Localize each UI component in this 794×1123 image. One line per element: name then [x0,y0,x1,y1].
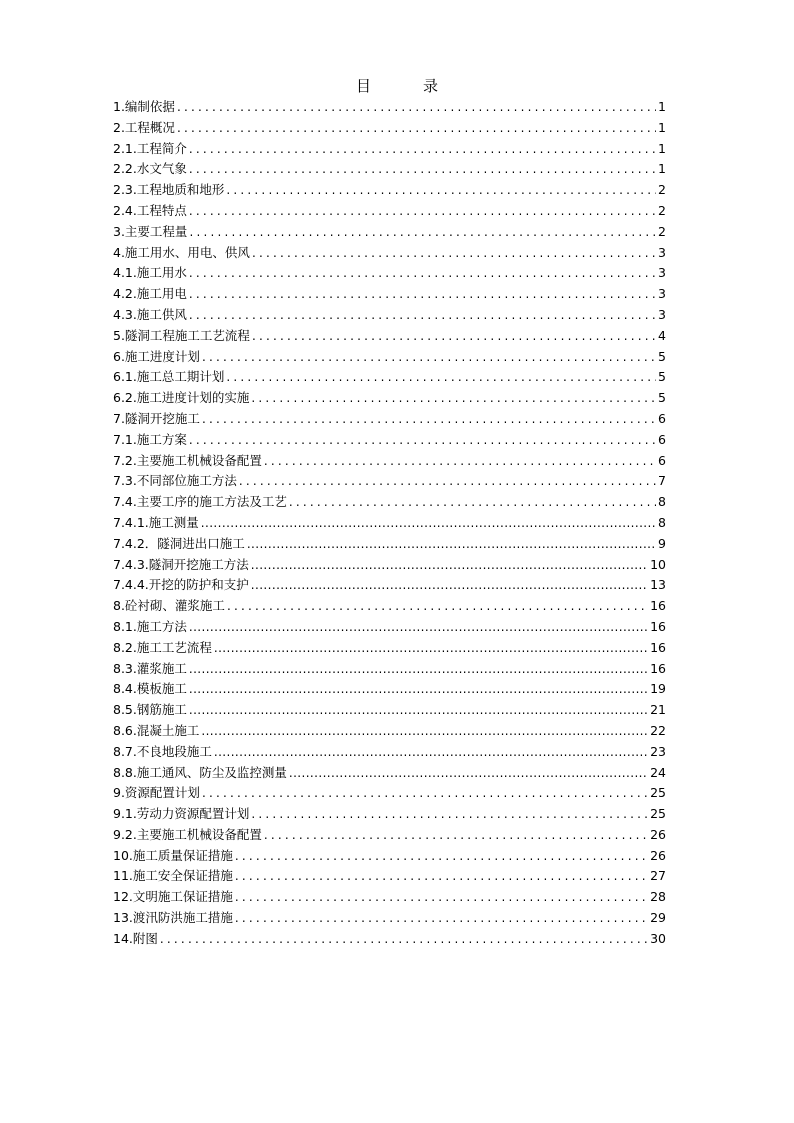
toc-entry-label: 8.2.施工工艺流程 [113,639,212,655]
toc-dot-leader [239,471,656,492]
toc-entry-label: 8.5.钢筋施工 [113,702,187,718]
toc-entry-label: 8.砼衬砌、灌浆施工 [113,598,225,614]
toc-entry-label: 7.3.不同部位施工方法 [113,473,237,489]
toc-dot-leader [235,887,648,908]
toc-entry-page-number: 26 [650,847,666,863]
toc-dot-leader [189,159,656,180]
toc-entry[interactable] [113,804,666,825]
toc-entry-label: 2.4.工程特点 [113,202,187,218]
toc-dot-leader [214,742,648,763]
toc-entry-page-number: 2 [658,182,666,198]
toc-entry-page-number: 24 [650,764,666,780]
toc-title-char-1: 目 [355,77,371,95]
toc-entry-label: 7.1.施工方案 [113,431,187,447]
toc-entry[interactable] [113,326,666,347]
toc-dot-leader [264,825,648,846]
toc-entry[interactable] [113,783,666,804]
toc-entry[interactable] [113,305,666,326]
toc-entry-page-number: 25 [650,806,666,822]
toc-entry-page-number: 3 [658,286,666,302]
toc-entry-label: 6.施工进度计划 [113,348,200,364]
toc-entry[interactable] [113,388,666,409]
toc-entry[interactable] [113,97,666,118]
toc-entry-page-number: 8 [658,494,666,510]
toc-entry-label: 4.施工用水、用电、供风 [113,244,250,260]
toc-entry-label: 6.1.施工总工期计划 [113,369,225,385]
toc-entry-page-number: 7 [658,473,666,489]
toc-entry-label: 8.7.不良地段施工 [113,743,212,759]
toc-entry[interactable] [113,471,666,492]
toc-entry-label: 8.8.施工通风、防尘及监控测量 [113,764,287,780]
toc-entry[interactable] [113,742,666,763]
toc-entry[interactable] [113,679,666,700]
toc-entry[interactable] [113,887,666,908]
toc-dot-leader [189,263,656,284]
toc-entry-page-number: 3 [658,306,666,322]
toc-entry-label: 8.6.混凝土施工 [113,722,200,738]
toc-entry[interactable] [113,555,666,576]
toc-entry-label: 4.3.施工供风 [113,306,187,322]
toc-entry-label: 6.2.施工进度计划的实施 [113,390,250,406]
toc-entry-label: 7.2.主要施工机械设备配置 [113,452,262,468]
toc-dot-leader [177,97,656,118]
toc-entry-label: 9.2.主要施工机械设备配置 [113,826,262,842]
toc-dot-leader [247,534,656,555]
toc-entry-page-number: 16 [650,639,666,655]
toc-entry-page-number: 29 [650,910,666,926]
toc-entry-label: 1.编制依据 [113,99,175,114]
toc-entry-label: 3.主要工程量 [113,223,188,239]
toc-entry-label: 2.2.水文气象 [113,161,187,177]
toc-entry[interactable] [113,908,666,929]
toc-entry-label: 13.渡汛防洪施工措施 [113,910,233,926]
toc-dot-leader [235,866,648,887]
toc-entry[interactable] [113,367,666,388]
toc-entry[interactable] [113,430,666,451]
toc-dot-leader [189,679,648,700]
toc-dot-leader [251,555,648,576]
toc-entry[interactable] [113,659,666,680]
toc-entry[interactable] [113,638,666,659]
toc-dot-leader [235,908,648,929]
toc-entry[interactable] [113,159,666,180]
toc-entry-label: 11.施工安全保证措施 [113,868,233,884]
toc-entry-label: 9.1.劳动力资源配置计划 [113,806,250,822]
toc-entry-page-number: 13 [650,577,666,593]
toc-entry-label: 7.4.主要工序的施工方法及工艺 [113,494,287,510]
toc-entry-label: 2.3.工程地质和地形 [113,182,225,198]
toc-dot-leader [252,326,656,347]
toc-entry-label: 7.4.3.隧洞开挖施工方法 [113,556,249,572]
toc-entry-page-number: 25 [650,785,666,801]
toc-dot-leader [189,222,656,243]
toc-entry-label: 12.文明施工保证措施 [113,889,233,905]
toc-entry[interactable] [113,222,666,243]
toc-dot-leader [189,305,656,326]
toc-entry-page-number: 3 [658,244,666,260]
toc-dot-leader [226,367,656,388]
toc-entry-page-number: 5 [658,348,666,364]
toc-entry-page-number: 23 [650,743,666,759]
toc-dot-leader [226,180,656,201]
toc-entry-label: 5.隧洞工程施工工艺流程 [113,327,250,343]
toc-dot-leader [235,846,648,867]
toc-dot-leader [201,513,656,534]
toc-dot-leader [251,388,656,409]
toc-entry-label: 7.4.4.开挖的防护和支护 [113,577,249,593]
toc-entry-label: 7.4.2．隧洞进出口施工 [113,535,245,551]
toc-entry[interactable] [113,118,666,139]
toc-dot-leader [189,659,648,680]
toc-entry-page-number: 6 [658,431,666,447]
toc-entry[interactable] [113,534,666,555]
toc-entry[interactable] [113,201,666,222]
toc-list [113,97,666,950]
toc-entry-label: 8.3.灌浆施工 [113,660,187,676]
toc-dot-leader [201,721,648,742]
toc-entry-page-number: 22 [650,722,666,738]
toc-entry[interactable] [113,492,666,513]
toc-entry-label: 4.1.施工用水 [113,265,187,281]
toc-entry-page-number: 1 [658,140,666,156]
toc-entry[interactable] [113,700,666,721]
toc-entry-label: 8.1.施工方法 [113,618,187,634]
toc-entry-page-number: 8 [658,514,666,530]
toc-dot-leader [251,804,648,825]
toc-dot-leader [189,139,656,160]
toc-dot-leader [189,430,656,451]
toc-entry-page-number: 2 [658,223,666,239]
toc-dot-leader [202,409,656,430]
toc-entry-page-number: 6 [658,452,666,468]
toc-entry-page-number: 19 [650,681,666,697]
toc-entry[interactable] [113,596,666,617]
toc-entry-page-number: 1 [658,99,666,114]
toc-entry-page-number: 5 [658,369,666,385]
toc-entry-label: 2.工程概况 [113,119,175,135]
toc-entry-label: 2.1.工程简介 [113,140,187,156]
toc-entry[interactable] [113,513,666,534]
toc-dot-leader [202,347,656,368]
toc-entry[interactable] [113,347,666,368]
toc-entry-page-number: 2 [658,202,666,218]
toc-entry[interactable] [113,409,666,430]
toc-entry[interactable] [113,617,666,638]
toc-entry-label: 14.附图 [113,930,158,946]
toc-entry[interactable] [113,763,666,784]
toc-dot-leader [202,783,648,804]
toc-entry-label: 10.施工质量保证措施 [113,847,233,863]
toc-entry-page-number: 27 [650,868,666,884]
toc-entry-page-number: 26 [650,826,666,842]
toc-entry[interactable] [113,243,666,264]
toc-entry[interactable] [113,846,666,867]
toc-entry-page-number: 5 [658,390,666,406]
toc-entry[interactable] [113,451,666,472]
toc-entry[interactable] [113,866,666,887]
toc-entry[interactable] [113,929,666,950]
toc-entry[interactable] [113,575,666,596]
toc-dot-leader [289,763,648,784]
toc-entry-page-number: 4 [658,327,666,343]
toc-entry[interactable] [113,139,666,160]
toc-entry-page-number: 21 [650,702,666,718]
toc-entry-page-number: 16 [650,618,666,634]
toc-dot-leader [189,284,656,305]
toc-dot-leader [177,118,656,139]
toc-entry-page-number: 3 [658,265,666,281]
toc-entry-page-number: 6 [658,410,666,426]
toc-entry-label: 8.4.模板施工 [113,681,187,697]
toc-entry-page-number: 28 [650,889,666,905]
toc-entry[interactable] [113,263,666,284]
toc-dot-leader [227,596,648,617]
toc-dot-leader [264,451,656,472]
toc-dot-leader [251,575,648,596]
toc-entry-page-number: 1 [658,119,666,135]
toc-dot-leader [189,700,648,721]
toc-entry-page-number: 30 [650,930,666,946]
toc-entry[interactable] [113,825,666,846]
toc-entry[interactable] [113,721,666,742]
toc-title-char-2: 录 [423,77,439,95]
toc-dot-leader [289,492,656,513]
toc-dot-leader [214,638,648,659]
toc-title [0,76,794,96]
toc-entry-page-number: 16 [650,660,666,676]
toc-entry-page-number: 10 [650,556,666,572]
toc-dot-leader [189,201,656,222]
toc-entry[interactable] [113,180,666,201]
toc-entry-label: 7.4.1.施工测量 [113,514,199,530]
toc-entry-page-number: 1 [658,161,666,177]
toc-entry-label: 4.2.施工用电 [113,286,187,302]
toc-entry[interactable] [113,284,666,305]
toc-dot-leader [189,617,648,638]
toc-dot-leader [160,929,648,950]
toc-entry-label: 9.资源配置计划 [113,785,200,801]
toc-entry-page-number: 9 [658,535,666,551]
toc-dot-leader [252,243,656,264]
toc-entry-page-number: 16 [650,598,666,614]
toc-entry-label: 7.隧洞开挖施工 [113,410,200,426]
